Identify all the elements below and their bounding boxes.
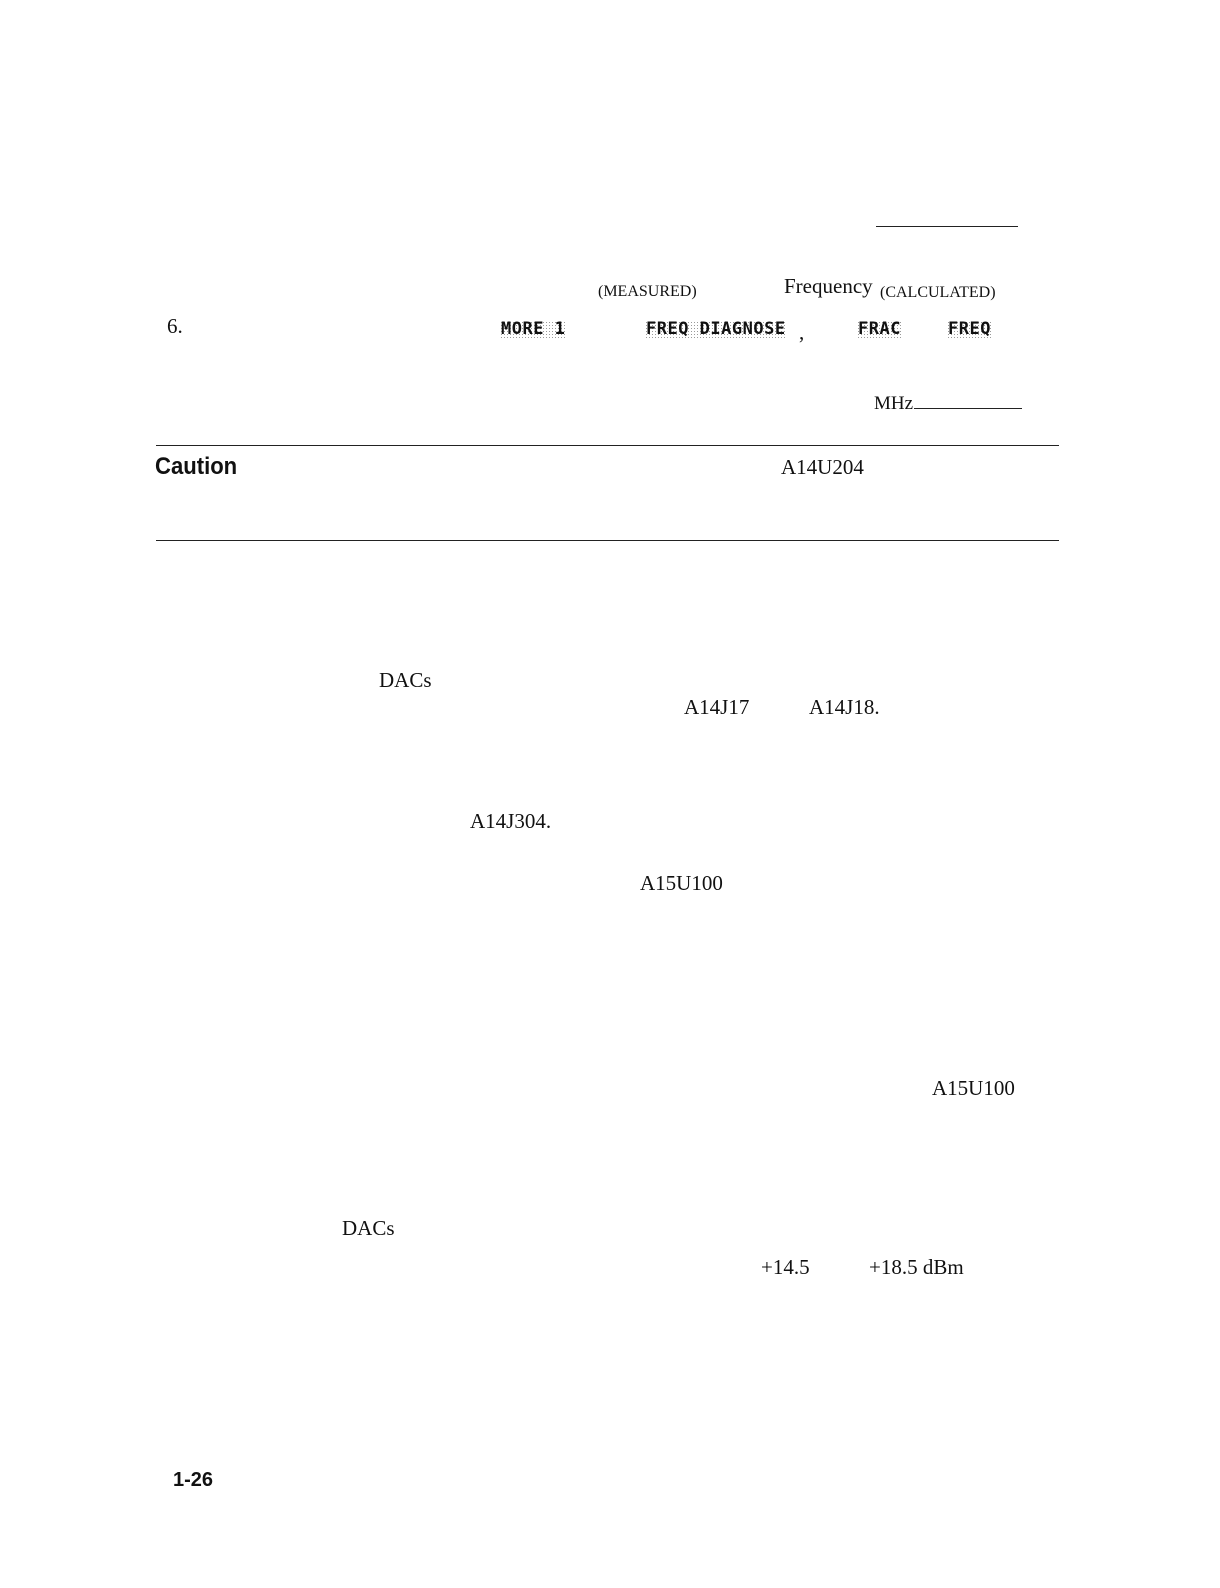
measured-label: (MEASURED) xyxy=(598,283,697,300)
answer-blank-line-2 xyxy=(914,408,1022,409)
softkey-frac: FRAC xyxy=(858,319,901,339)
term-a14j17: A14J17 xyxy=(684,695,750,719)
caution-heading: Caution xyxy=(155,453,238,480)
mhz-label: MHz xyxy=(874,393,914,414)
term-a14j304: A14J304. xyxy=(470,809,552,833)
calculated-label: (CALCULATED) xyxy=(880,284,996,301)
term-level-high: +18.5 dBm xyxy=(869,1255,964,1279)
step-number: 6. xyxy=(167,314,183,338)
caution-part: A14U204 xyxy=(781,455,864,479)
caution-bottom-rule xyxy=(156,540,1059,541)
answer-blank-line-1 xyxy=(876,226,1018,227)
term-dacs-2: DACs xyxy=(342,1216,395,1240)
term-dacs-1: DACs xyxy=(379,668,432,692)
page-number: 1-26 xyxy=(173,1469,214,1491)
term-a15u100-2: A15U100 xyxy=(932,1076,1015,1100)
softkey-freq: FREQ xyxy=(948,319,991,339)
frequency-word: Frequency xyxy=(784,274,873,298)
softkey-more-1: MORE 1 xyxy=(501,319,566,339)
comma: , xyxy=(799,320,805,344)
term-a14j18: A14J18. xyxy=(809,695,880,719)
term-level-low: +14.5 xyxy=(761,1255,810,1279)
caution-top-rule xyxy=(156,445,1059,446)
term-a15u100-1: A15U100 xyxy=(640,871,723,895)
softkey-freq-diagnose: FREQ DIAGNOSE xyxy=(646,319,786,339)
